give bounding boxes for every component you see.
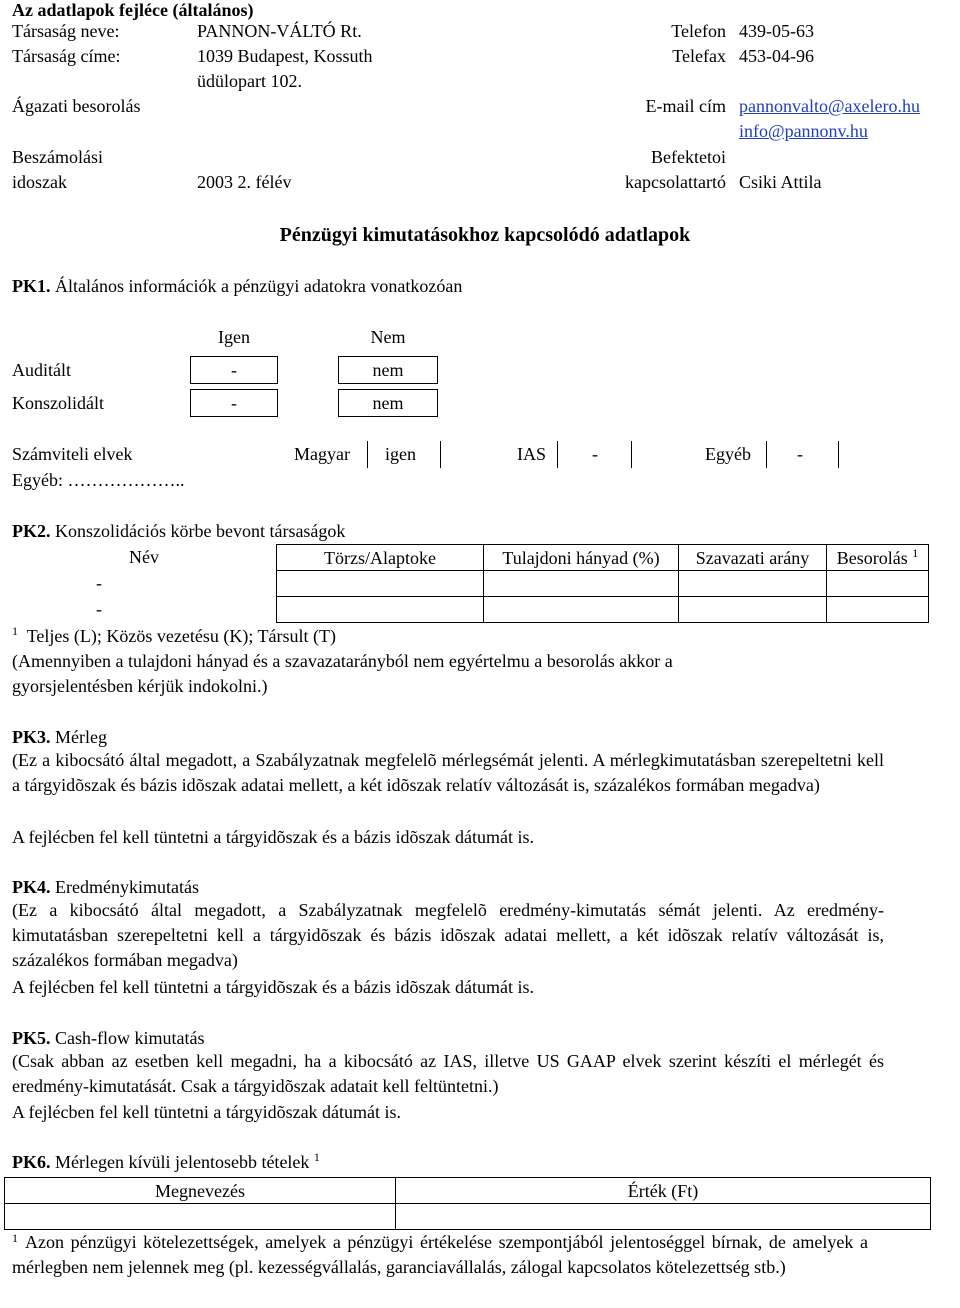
pk6-cell — [396, 1204, 931, 1230]
pk2-header-sup: 1 — [912, 545, 919, 560]
principles-separator — [838, 441, 839, 468]
pk2-header-classification: Besorolás — [836, 547, 908, 568]
pk2-footnote-text: Teljes (L); Közös vezetésu (K); Társult (T) — [26, 626, 336, 646]
pk5-last: A fejlécben fel kell tüntetni a tárgyidõszak dátumát is. — [12, 1102, 402, 1122]
pk5-heading — [12, 1029, 204, 1047]
pk2-heading — [12, 522, 345, 540]
pk2-cell — [484, 597, 679, 623]
pk2-header-cell: Szavazati arány — [679, 545, 827, 571]
email-link-2[interactable]: info@pannonv.hu — [739, 121, 868, 141]
pk1-title: Általános információk a pénzügyi adatokra vonatkozóan — [50, 276, 463, 296]
hungarian-value: igen — [385, 444, 416, 464]
hungarian-label: Magyar — [294, 444, 350, 464]
pk2-cell — [277, 597, 484, 623]
section-title: Pénzügyi kimutatásokhoz kapcsolódó adatlapok — [279, 224, 691, 246]
ias-value: - — [592, 444, 598, 464]
pk1-consolidated-no: nem — [372, 393, 404, 413]
other-line: Egyéb: ……………….. — [12, 470, 185, 490]
pk1-audited-no: nem — [372, 360, 404, 380]
contact-label-line2: kapcsolattartó — [625, 172, 726, 192]
pk2-table — [276, 544, 929, 623]
principles-separator — [557, 441, 558, 468]
pk2-cell — [679, 597, 827, 623]
pk2-note-line2: gyorsjelentésben kérjük indokolni.) — [12, 676, 268, 696]
pk6-footnote: Azon pénzügyi kötelezettségek, amelyek a pénzügyi értékelése szempontjából jelentoséggel bírnak, de amelyek a mérlegben nem jelennek meg (pl. kezességvállalás, garanciavállalás, zálogal kapcsolatos kötelezettség stb.) — [12, 1232, 868, 1277]
principles-separator — [766, 441, 767, 468]
pk6-header-cell: Megnevezés — [5, 1178, 396, 1204]
pk5-body: (Csak abban az esetben kell megadni, ha a kibocsátó az IAS, illetve US GAAP elvek szerint készíti el mérlegét és eredmény-kimutatását. Csak a tárgyidõszak adatait kell feltüntetni.) — [12, 1051, 884, 1096]
pk6-footnote-mark: 1 — [12, 1231, 18, 1245]
pk2-col-name: Név — [129, 547, 159, 567]
pk1-col-no: Nem — [370, 327, 406, 347]
pk2-header-cell: Tulajdoni hányad (%) — [484, 545, 679, 571]
period-label-line1: Beszámolási — [12, 147, 103, 167]
sector-label: Ágazati besorolás — [12, 96, 141, 116]
pk4-body: (Ez a kibocsátó által megadott, a Szabályzatnak megfelelõ eredmény-kimutatás sémát jelenti. Az eredmény-kimutatásban szerepeltetni kell a tárgyidõszak és bázis idõszak adatai mellett, a két idõszak relatív változását is, százalékos formában megadva) — [12, 900, 884, 970]
pk2-cell — [277, 571, 484, 597]
address-line2: üdülopart 102. — [197, 71, 302, 91]
pk1-audited-yes: - — [231, 360, 237, 380]
pk6-header-cell: Érték (Ft) — [396, 1178, 931, 1204]
principles-separator — [631, 441, 632, 468]
pk2-code: PK2. — [12, 521, 51, 541]
pk2-cell — [679, 571, 827, 597]
pk2-footnote-mark: 1 — [12, 624, 18, 638]
pk2-note-line1: (Amennyiben a tulajdoni hányad és a szavazatarányból nem egyértelmu a besorolás akkor a — [12, 651, 673, 671]
header-title: Az adatlapok fejléce (általános) — [12, 0, 254, 20]
pk1-row-label: Auditált — [12, 360, 71, 380]
pk2-row-name: - — [96, 599, 102, 619]
pk5-title: Cash-flow kimutatás — [50, 1028, 205, 1048]
pk5-code: PK5. — [12, 1028, 51, 1048]
pk1-heading — [12, 277, 462, 295]
pk4-heading — [12, 878, 199, 896]
ias-label: IAS — [517, 444, 547, 464]
pk2-cell — [827, 571, 929, 597]
other-label: Egyéb — [705, 444, 751, 464]
period-value: 2003 2. félév — [197, 172, 292, 192]
pk4-last: A fejlécben fel kell tüntetni a tárgyidõszak és a bázis idõszak dátumát is. — [12, 977, 534, 997]
principles-separator — [367, 441, 368, 468]
pk2-header-cell — [827, 545, 929, 571]
email-label: E-mail cím — [645, 96, 726, 116]
address-line1: 1039 Budapest, Kossuth — [197, 46, 373, 66]
pk2-title: Konszolidációs körbe bevont társaságok — [50, 521, 346, 541]
pk1-consolidated-yes: - — [231, 393, 237, 413]
company-name: PANNON-VÁLTÓ Rt. — [197, 21, 362, 41]
pk1-col-yes: Igen — [218, 327, 250, 347]
pk6-cell — [5, 1204, 396, 1230]
pk2-footnote — [12, 624, 336, 646]
company-name-label: Társaság neve: — [12, 21, 120, 41]
contact-value: Csiki Attila — [739, 172, 822, 192]
fax-value: 453-04-96 — [739, 46, 814, 66]
period-label-line2: idoszak — [12, 172, 67, 192]
principles-separator — [440, 441, 441, 468]
phone-value: 439-05-63 — [739, 21, 814, 41]
pk3-code: PK3. — [12, 727, 51, 747]
principles-label: Számviteli elvek — [12, 444, 133, 464]
contact-label-line1: Befektetoi — [651, 147, 726, 167]
pk2-header-cell: Törzs/Alaptoke — [277, 545, 484, 571]
pk3-body: (Ez a kibocsátó által megadott, a Szabályzatnak megfelelõ mérlegsémát jelenti. A mérlegkimutatásban szerepeltetni kell a tárgyidõszak és bázis idõszak adatai mellett, a két idõszak relatív változását is, százalékos formában megadva) — [12, 750, 884, 795]
fax-label: Telefax — [672, 46, 726, 66]
pk6-title-sup: 1 — [313, 1150, 320, 1164]
pk4-code: PK4. — [12, 877, 51, 897]
pk6-heading — [12, 1150, 320, 1172]
pk6-code: PK6. — [12, 1152, 51, 1172]
pk3-last: A fejlécben fel kell tüntetni a tárgyidõszak és a bázis idõszak dátumát is. — [12, 827, 534, 847]
pk6-title: Mérlegen kívüli jelentosebb tételek — [50, 1152, 310, 1172]
pk2-cell — [484, 571, 679, 597]
pk1-code: PK1. — [12, 276, 51, 296]
pk4-title: Eredménykimutatás — [50, 877, 199, 897]
pk1-row-label: Konszolidált — [12, 393, 104, 413]
phone-label: Telefon — [671, 21, 726, 41]
pk3-heading — [12, 728, 107, 746]
pk6-table — [4, 1177, 931, 1230]
pk3-title: Mérleg — [50, 727, 107, 747]
other-value: - — [797, 444, 803, 464]
email-link-1[interactable]: pannonvalto@axelero.hu — [739, 96, 921, 116]
pk2-row-name: - — [96, 573, 102, 593]
address-label: Társaság címe: — [12, 46, 121, 66]
pk2-cell — [827, 597, 929, 623]
